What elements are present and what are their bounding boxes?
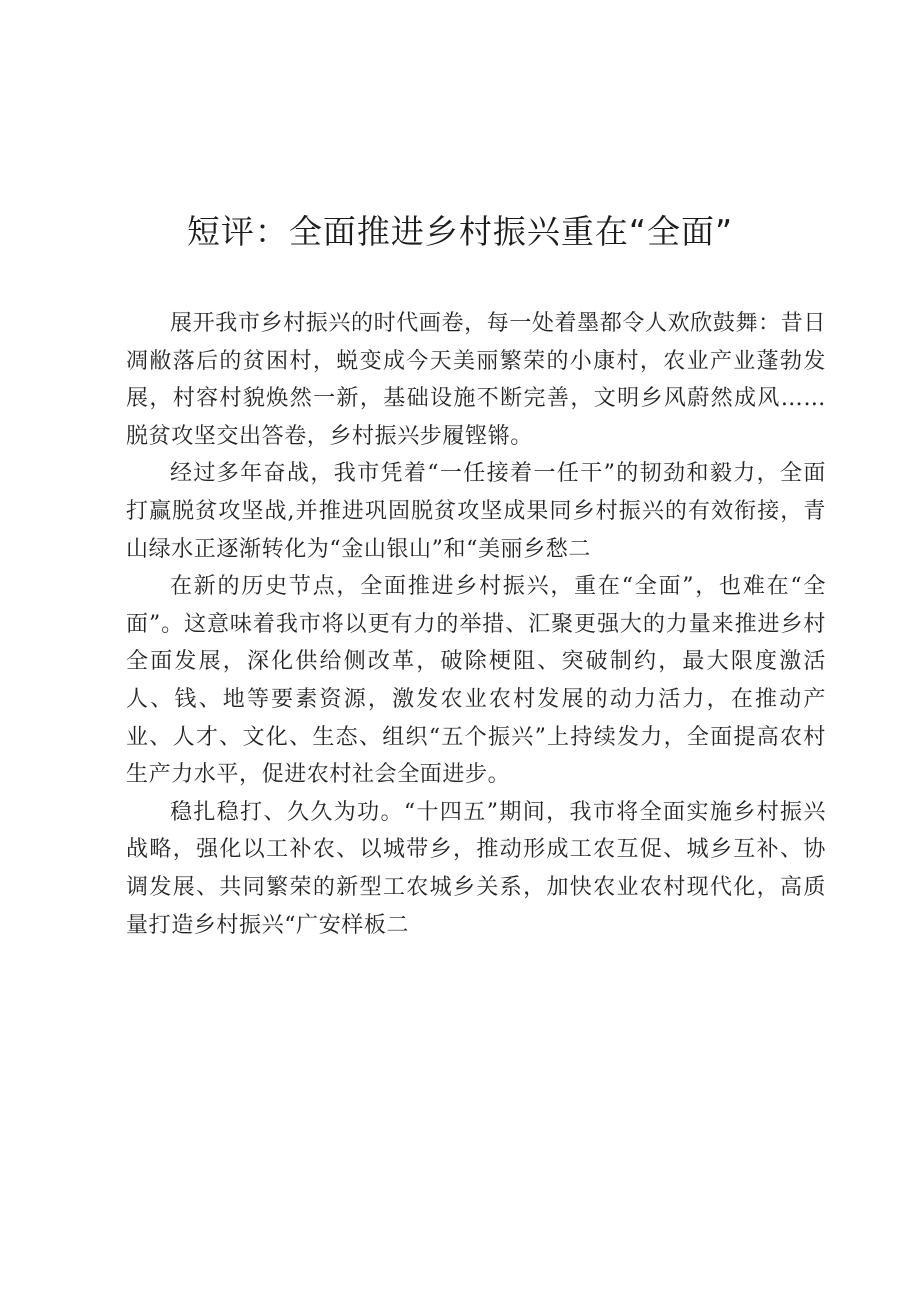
paragraph-4: 稳扎稳打、久久为功。“十四五”期间，我市将全面实施乡村振兴战略，强化以工补农、以城带乡，推动形成工农互促、城乡互补、协调发展、共同繁荣的新型工农城乡关系，加快农业农村现代化，高质量打造乡村振兴“广安样板二 — [126, 799, 826, 938]
paragraph-3: 在新的历史节点，全面推进乡村振兴，重在“全面”，也难在“全面”。这意味着我市将以更有力的举措、汇聚更强大的力量来推进乡村全面发展，深化供给侧改革，破除梗阻、突破制约，最大限度激活人、钱、地等要素资源，激发农业农村发展的动力活力，在推动产业、人才、文化、生态、组织“五个振兴”上持续发力，全面提高农村生产力水平，促进农村社会全面进步。 — [126, 574, 826, 788]
document-title: 短评：全面推进乡村振兴重在“全面” — [186, 212, 734, 251]
document-body — [126, 305, 826, 944]
paragraph-2: 经过多年奋战，我市凭着“一任接着一任干”的韧劲和毅力，全面打赢脱贫攻坚战,并推进巩固脱贫攻坚成果同乡村振兴的有效衔接，青山绿水正逐渐转化为“金山银山”和“美丽乡愁二 — [126, 461, 826, 562]
paragraph-1: 展开我市乡村振兴的时代画卷，每一处着墨都令人欢欣鼓舞：昔日凋敝落后的贫困村，蜕变成今天美丽繁荣的小康村，农业产业蓬勃发展，村容村貌焕然一新，基础设施不断完善，文明乡风蔚然成风……脱贫攻坚交出答卷，乡村振兴步履铿锵。 — [126, 311, 826, 449]
